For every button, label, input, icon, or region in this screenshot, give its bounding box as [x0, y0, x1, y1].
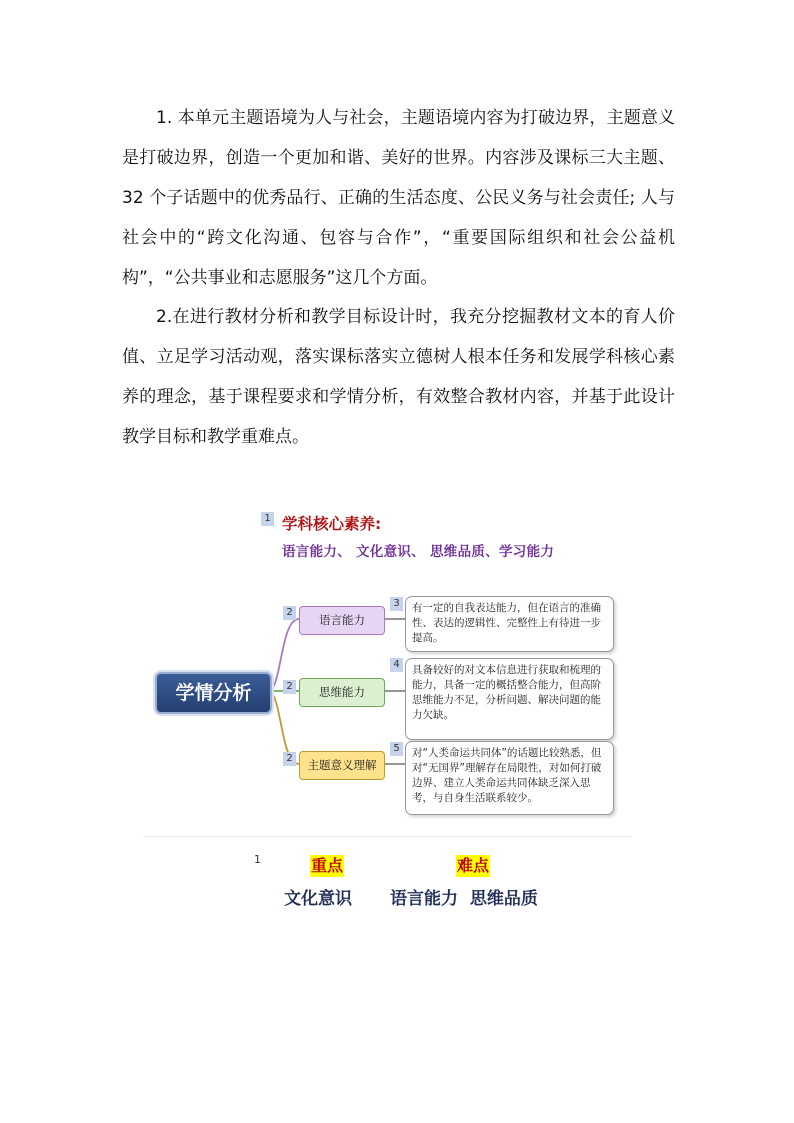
desc-number-badge: 4	[390, 658, 403, 672]
difficult-point-label: 难点	[457, 856, 490, 875]
branch-level-badge: 2	[283, 752, 296, 766]
desc-thinking: 具备较好的对文本信息进行获取和梳理的能力，具备一定的概括整合能力，但高阶思维能力不足，分析问题、解决问题的能力欠缺。	[405, 658, 614, 740]
core-number-badge: 1	[261, 512, 274, 526]
paragraph-1: 1. 本单元主题语境为人与社会，主题语境内容为打破边界，主题意义是打破边界，创造一个更加和谐、美好的世界。内容涉及课标三大主题、32 个子话题中的优秀品行、正确的生活态度、公民义务与社会责任; 人与社会中的“跨文化沟通、包容与合作”，“重要国际组织和社会公益机构”，“公共事业和志愿服务”这几个方面。	[122, 108, 675, 288]
main-node-student-analysis: 学情分析	[155, 672, 272, 714]
desc-number-badge: 5	[390, 742, 403, 756]
key-point-label: 重点	[311, 856, 344, 875]
key-point-items: 文化意识	[284, 889, 352, 909]
core-title: 学科核心素养:	[282, 515, 382, 533]
desc-theme: 对“人类命运共同体”的话题比较熟悉，但对“无国界”理解存在局限性，对如何打破边界、建立人类命运共同体缺乏深入思考，与自身生活联系较少。	[405, 741, 614, 815]
branch-node-language: 语言能力	[299, 606, 385, 635]
branch-node-theme: 主题意义理解	[299, 751, 385, 780]
difficult-point-items: 语言能力 思维品质	[390, 889, 538, 909]
desc-language: 有一定的自我表达能力，但在语言的准确性、表达的逻辑性、完整性上有待进一步提高。	[405, 596, 614, 652]
desc-number-badge: 3	[390, 597, 403, 611]
branch-level-badge: 2	[283, 680, 296, 694]
branch-node-thinking: 思维能力	[299, 678, 385, 707]
keypoints-number-badge: 1	[254, 853, 261, 866]
core-items: 语言能力、 文化意识、 思维品质、学习能力	[282, 544, 555, 560]
branch-level-badge: 2	[283, 606, 296, 620]
divider	[143, 836, 632, 837]
paragraph-2: 2.在进行教材分析和教学目标设计时，我充分挖掘教材文本的育人价值、立足学习活动观，落实课标落实立德树人根本任务和发展学科核心素养的理念，基于课程要求和学情分析，有效整合教材内容，并基于此设计教学目标和教学重难点。	[122, 307, 675, 447]
